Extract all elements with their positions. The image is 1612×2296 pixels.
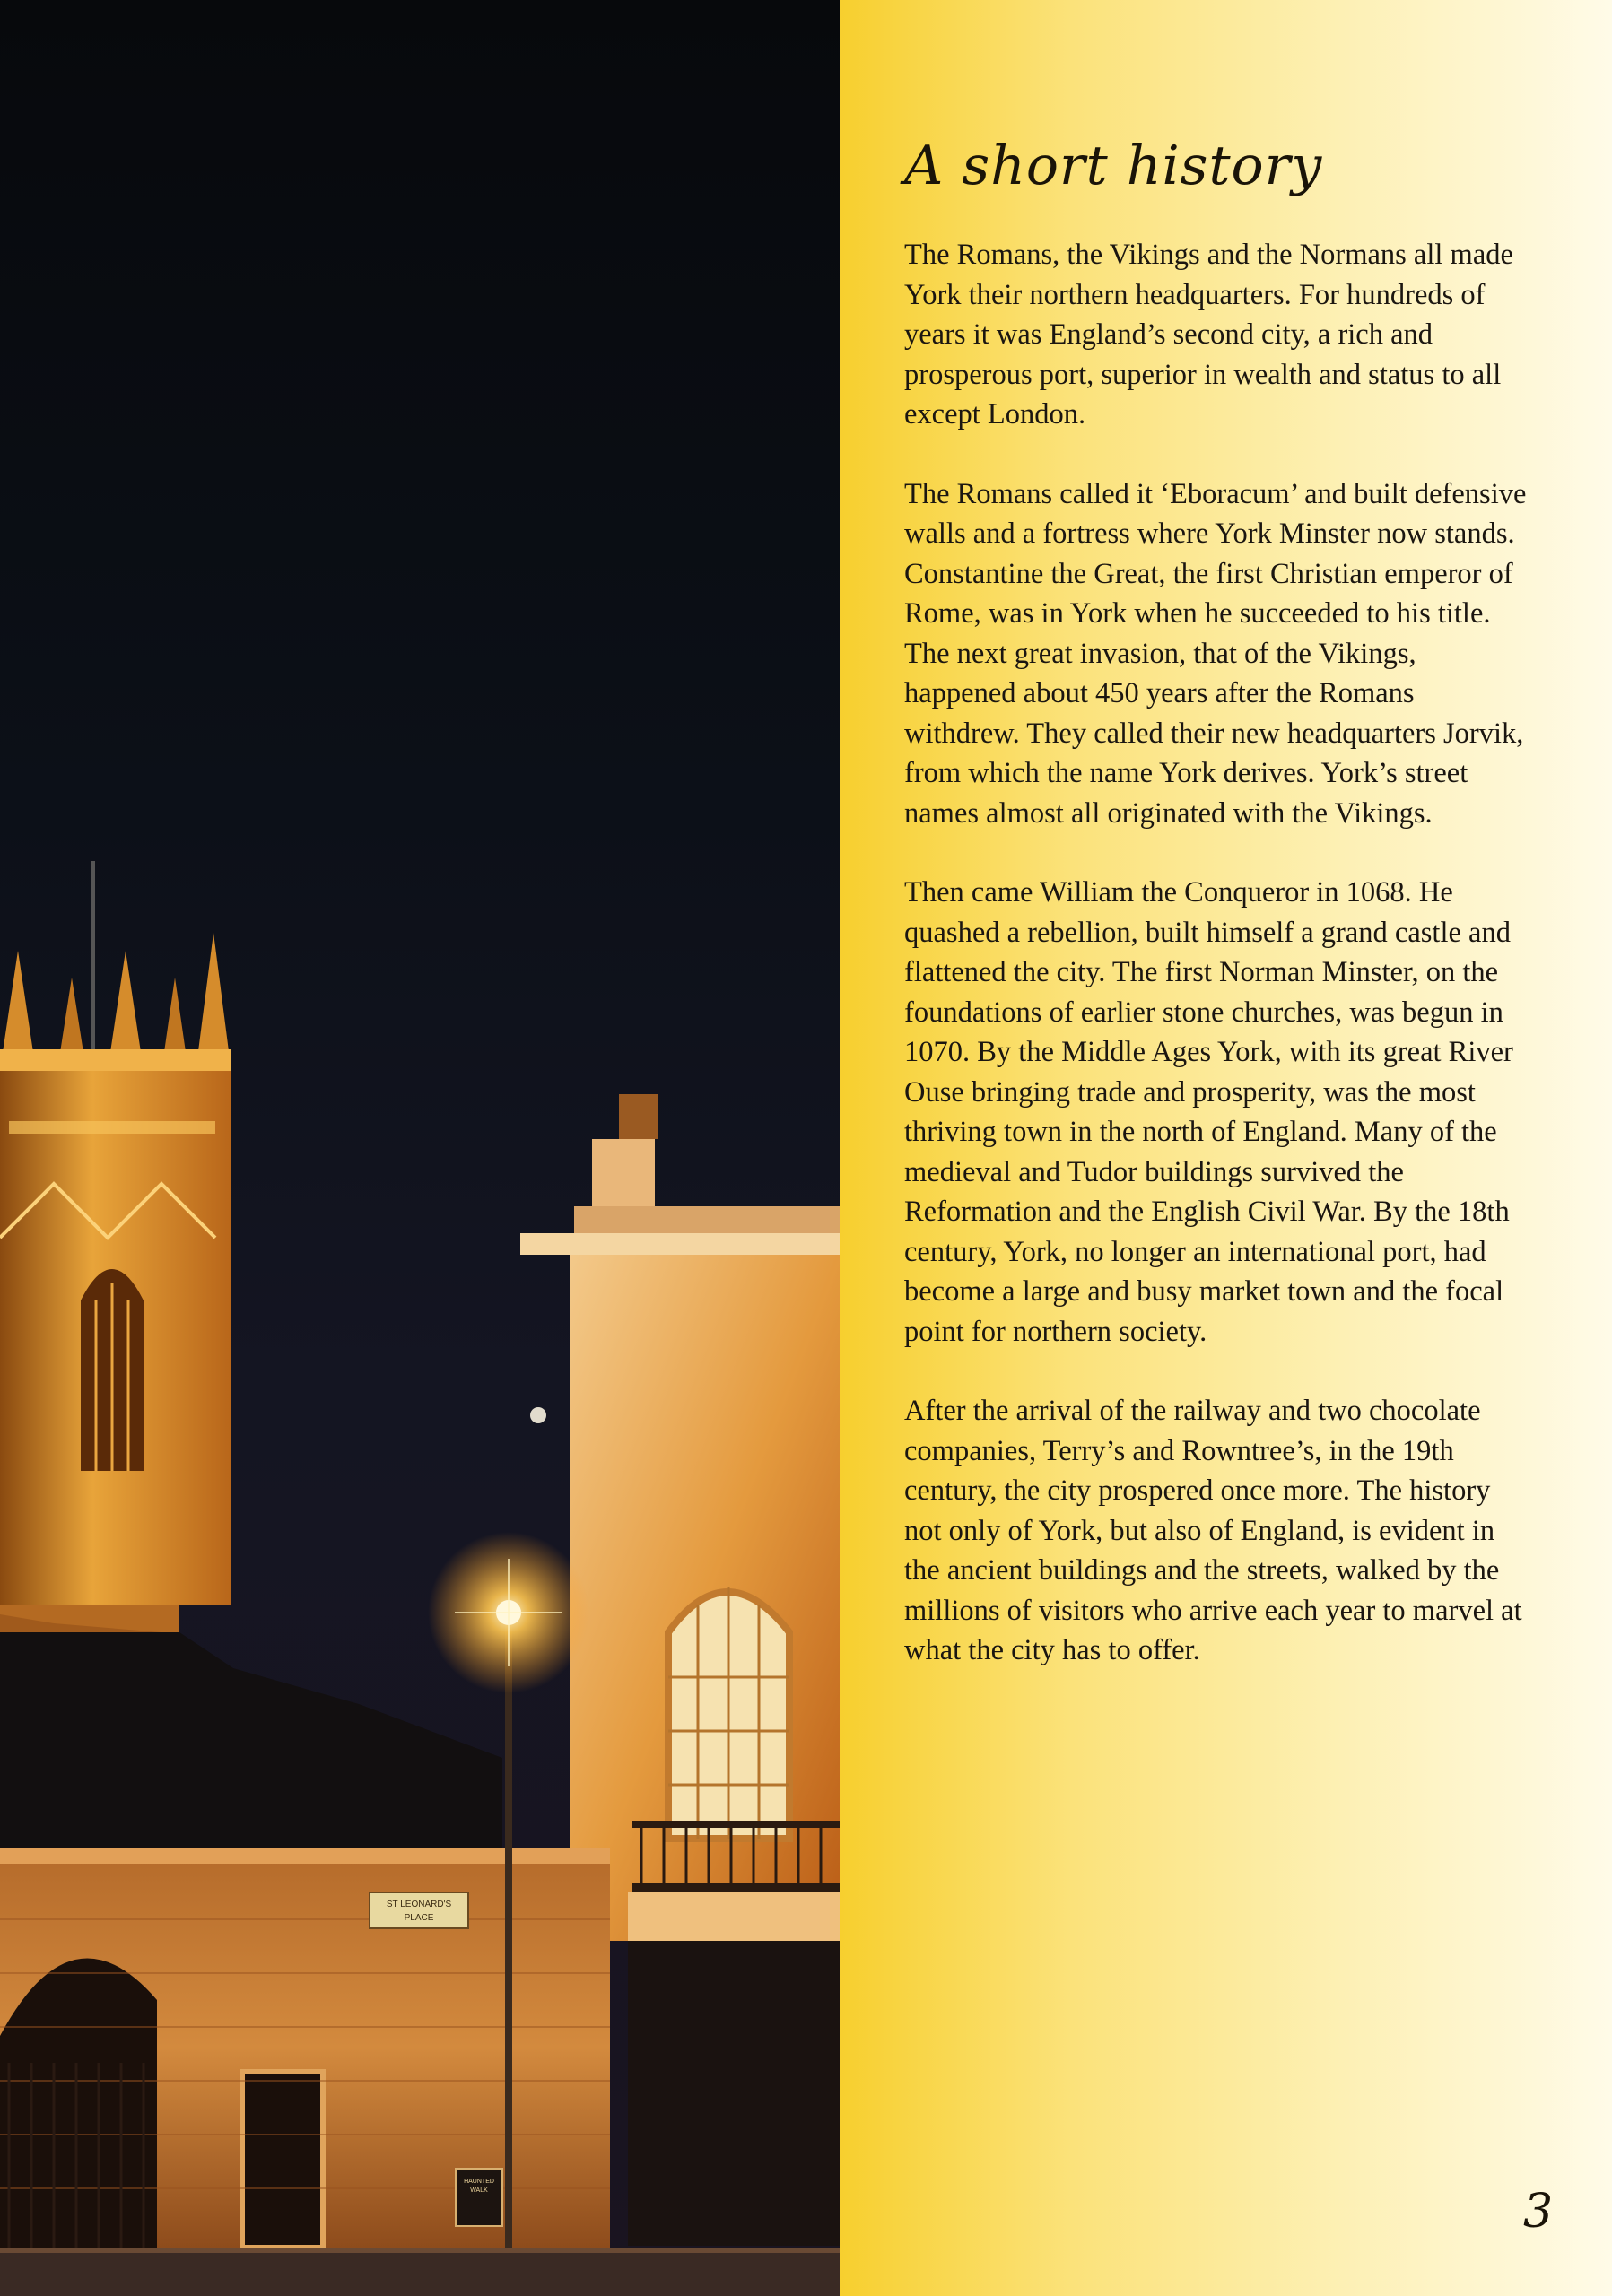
paragraph-4: After the arrival of the railway and two chocolate companies, Terry’s and Rowntree’s, in the 19th century, the city prospered once more. The history not only of York, but also of England, is evident in the ancient buildings and the streets, walked by the millions of visitors who arrive each year to marvel at what the city has to offer. — [904, 1395, 1522, 1666]
minster-tower — [0, 861, 231, 1632]
history-body — [904, 235, 1532, 1710]
paragraph-1: The Romans, the Vikings and the Normans all made York their northern headquarters. For hundreds of years it was England’s second city, a rich and prosperous port, superior in wealth and status to all except London. — [904, 239, 1513, 430]
page-title: A short history — [904, 135, 1323, 197]
paragraph-3: Then came William the Conqueror in 1068. He quashed a rebellion, built himself a grand castle and flattened the city. The first Norman Minster, on the foundations of earlier stone churches, was begun in 1070. By the Middle Ages York, with its great River Ouse bringing trade and prosperity, was the most thriving town in the north of England. Many of the medieval and Tudor buildings survived the Reformation and the English Civil War. By the 18th century, York, no longer an international port, had become a large and busy market town and the focal point for northern society. — [904, 876, 1513, 1348]
street-sign-line1: ST LEONARD'S — [386, 1900, 452, 1909]
haunted-walk-board — [456, 2169, 502, 2226]
street-sign — [370, 1892, 468, 1928]
street-sign-line2: PLACE — [404, 1913, 434, 1923]
board-line2: WALK — [470, 2187, 488, 2194]
text-panel — [840, 0, 1612, 2296]
stone-wall — [0, 1848, 610, 2248]
page-number: 3 — [1523, 2185, 1554, 2239]
board-line1: HAUNTED — [464, 2179, 494, 2185]
paragraph-2: The Romans called it ‘Eboracum’ and built defensive walls and a fortress where York Minster now stands. Constantine the Great, the first Christian emperor of Rome, was in York when he succeeded to his title. The next great invasion, that of the Vikings, happened about 450 years after the Romans withdrew. They called their new headquarters Jorvik, from which the name York derives. York’s street names almost all originated with the Vikings. — [904, 477, 1527, 830]
